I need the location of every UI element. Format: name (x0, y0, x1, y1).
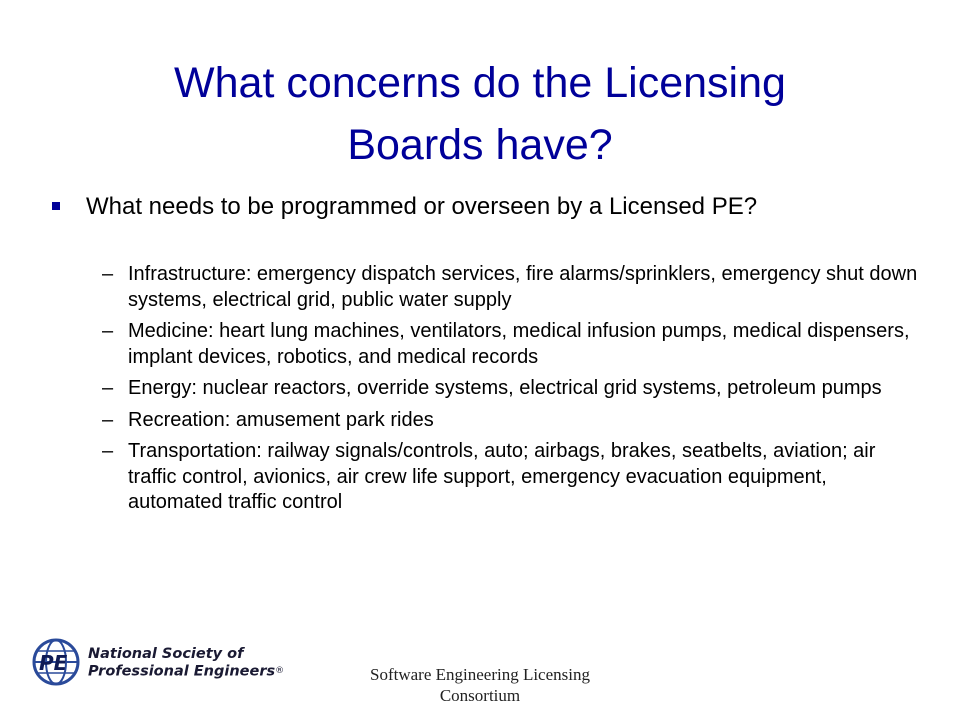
footer-line-2: Consortium (439, 686, 521, 705)
sub-bullet-list (102, 262, 922, 522)
footer-line-1: Software Engineering Licensing (370, 665, 590, 684)
sub-bullet-recreation (102, 408, 922, 434)
nspe-globe-logo-icon (30, 632, 86, 692)
square-bullet-icon (52, 202, 60, 210)
dash-bullet-icon: – (102, 263, 114, 285)
sub-bullet-text: Infrastructure: emergency dispatch services, fire alarms/sprinklers, emergency shut down systems, electrical grid, public water supply (128, 263, 918, 311)
sub-bullet-text: Transportation: railway signals/controls, auto; airbags, brakes, seatbelts, aviation; air traffic control, avionics, air crew life support, emergency evacuation equipment, automated traffic control (128, 440, 876, 513)
dash-bullet-icon: – (102, 440, 114, 462)
logo-mark: PE (39, 651, 68, 675)
logo-line-2 (88, 663, 284, 681)
sub-bullet-transportation (102, 439, 922, 516)
sub-bullet-text: Medicine: heart lung machines, ventilators, medical infusion pumps, medical dispensers, implant devices, robotics, and medical records (128, 320, 910, 368)
slide-title-line-1: What concerns do the Licensing (174, 59, 786, 107)
sub-bullet-infrastructure (102, 262, 922, 313)
dash-bullet-icon: – (102, 377, 114, 399)
slide-title (60, 52, 900, 176)
slide-title-line-2: Boards have? (347, 121, 613, 169)
main-bullet-text: What needs to be programmed or overseen by a Licensed PE? (86, 193, 758, 220)
logo-line-2-text: Professional Engineers (88, 663, 276, 680)
dash-bullet-icon: – (102, 320, 114, 342)
sub-bullet-text: Recreation: amusement park rides (128, 408, 434, 431)
sub-bullet-medicine (102, 319, 922, 370)
logo-wordmark (88, 646, 284, 681)
slide-footer (320, 664, 640, 706)
logo-line-1: National Society of (88, 646, 244, 662)
sub-bullet-energy (102, 376, 922, 402)
sub-bullet-text: Energy: nuclear reactors, override systems, electrical grid systems, petroleum pumps (128, 377, 882, 399)
dash-bullet-icon: – (102, 408, 114, 431)
nspe-logo (30, 632, 300, 692)
registered-mark: ® (275, 666, 285, 676)
